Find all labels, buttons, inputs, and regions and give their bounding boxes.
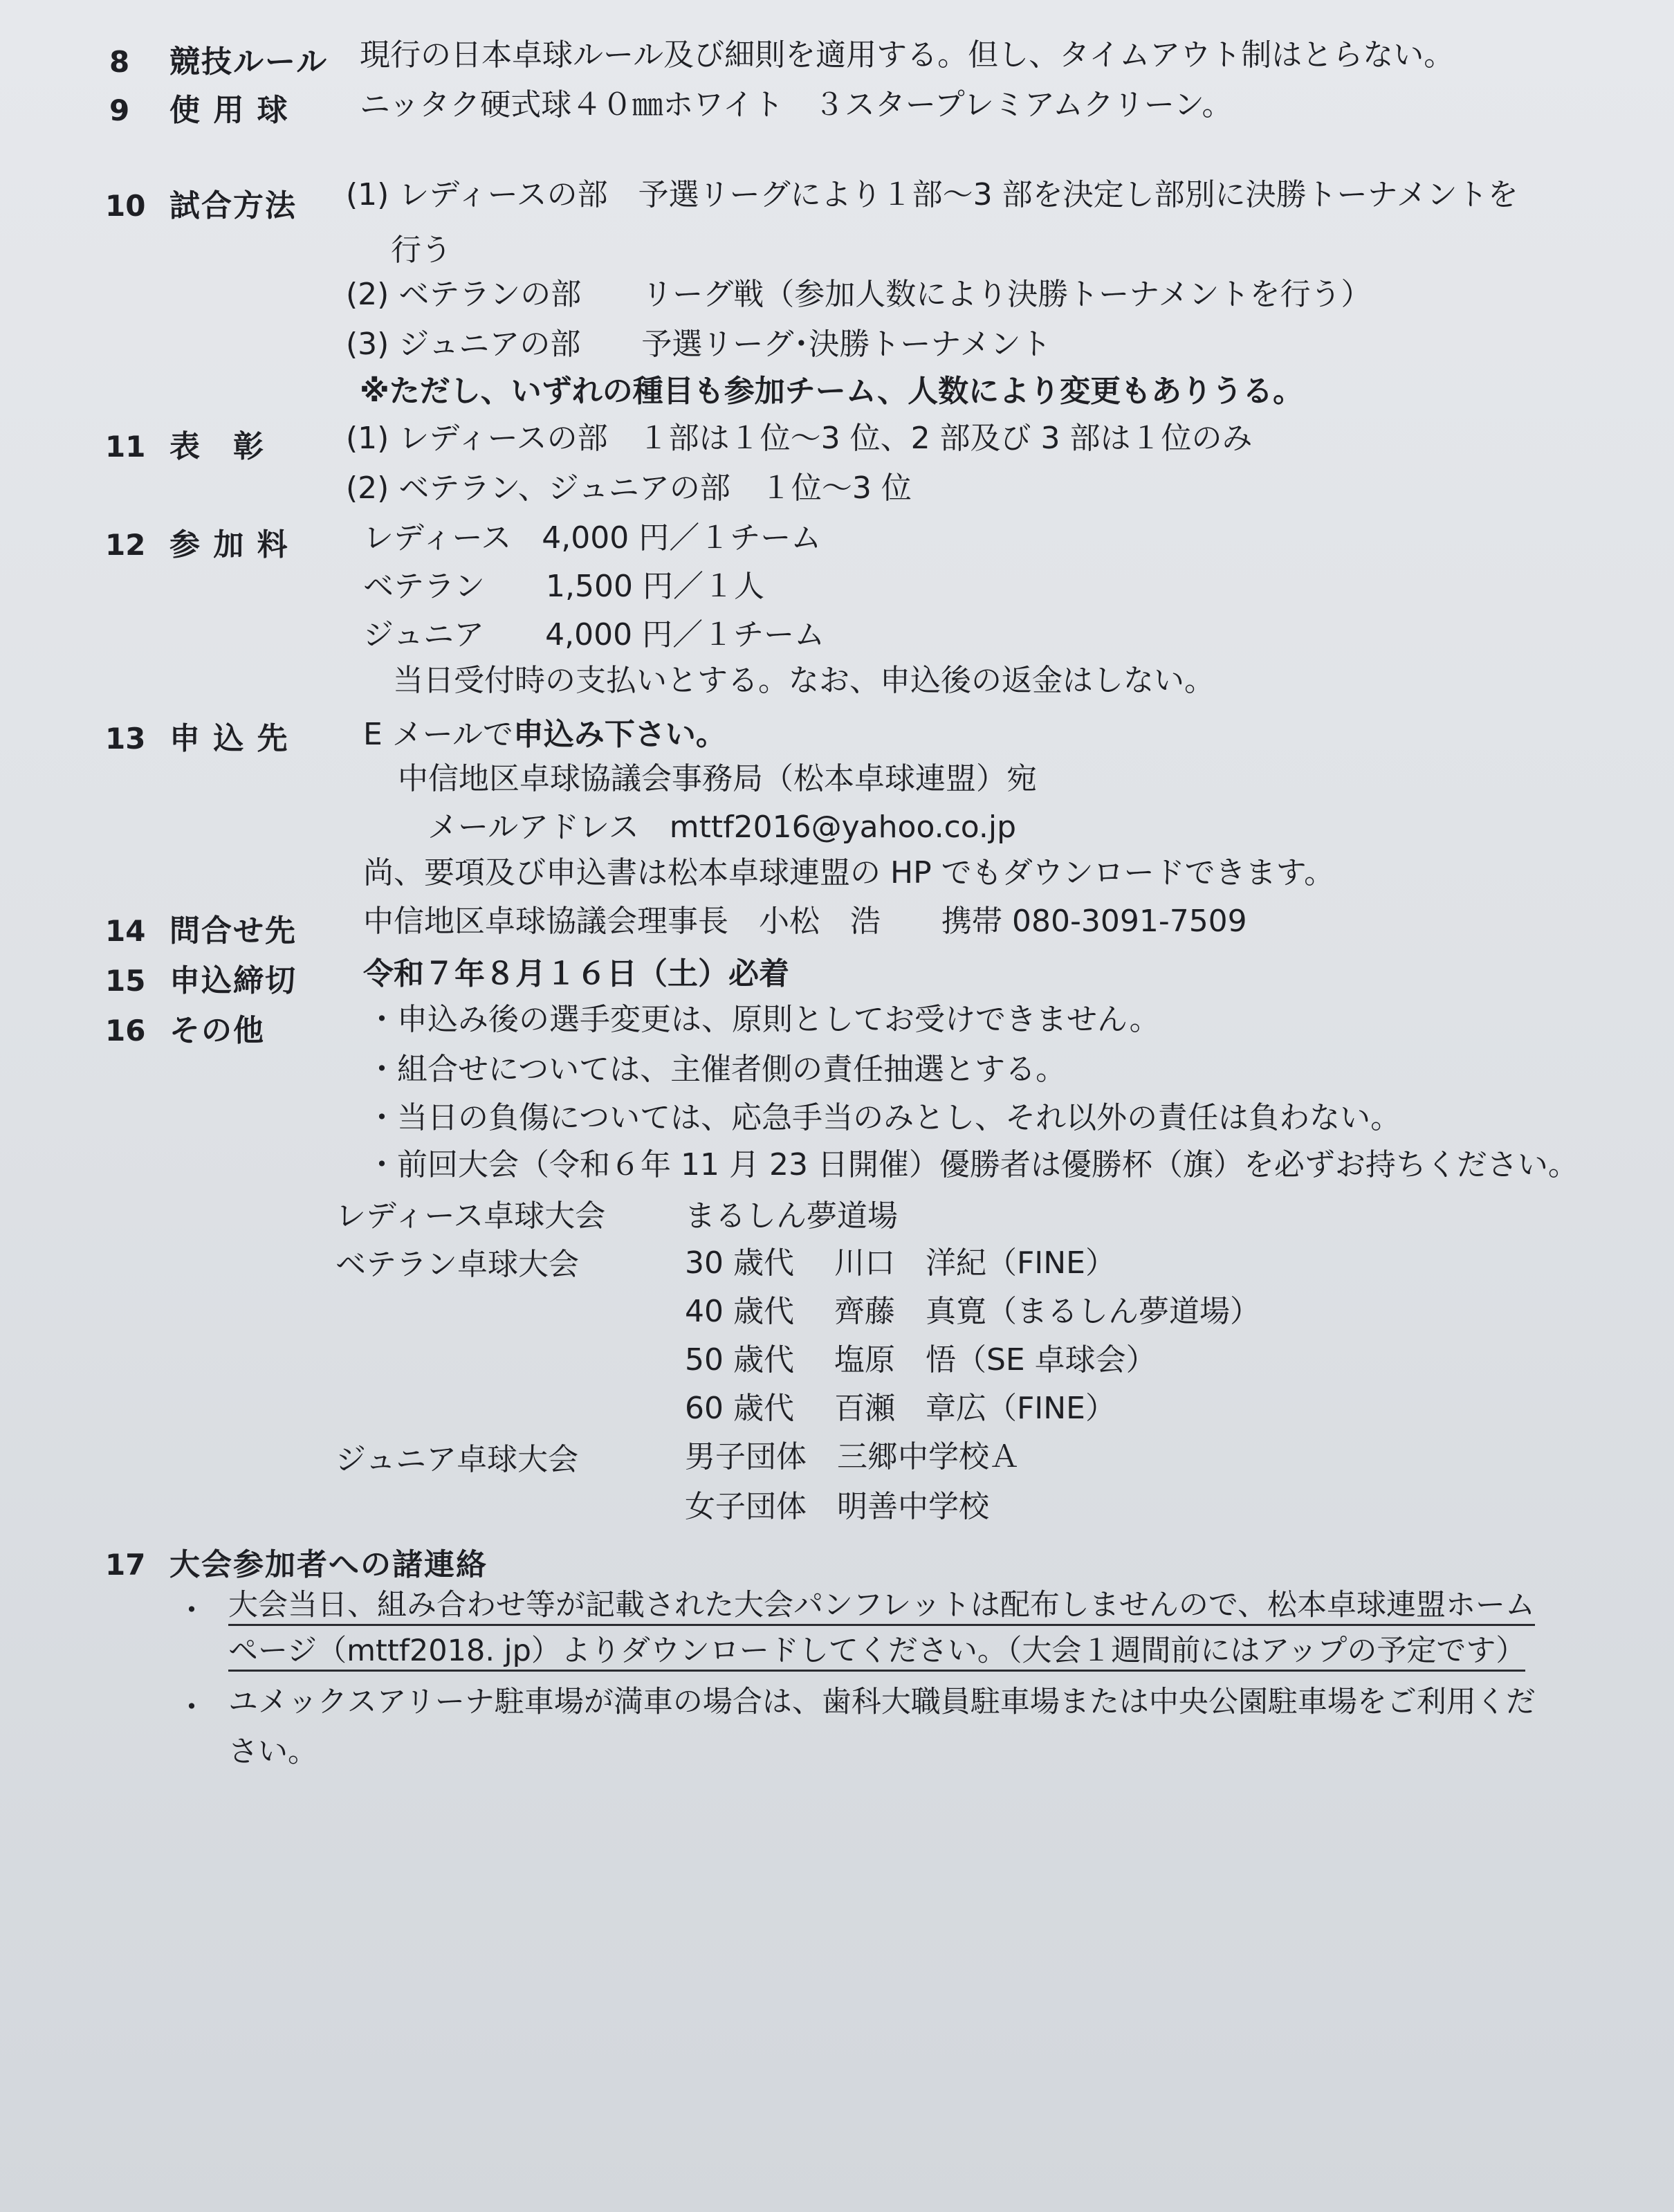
notice-text: ページ（mttf2018. jp）よりダウンロードしてください。（大会１週間前にはアップの予定です） [228,1631,1525,1670]
bullet-text: ・当日の負傷については、応急手当のみとし、それ以外の責任は負わない。 [367,1100,1401,1135]
section-text: 現行の日本卓球ルール及び細則を適用する。但し、タイムアウト制はとらない。 [360,37,1455,73]
section-number: 17 [105,1548,146,1582]
section-text: (2) ベテランの部 リーグ戦（参加人数により決勝トーナメントを行う） [346,277,1372,312]
section-note: ※ただし、いずれの種目も参加チーム、人数により変更もありうる。 [360,374,1304,409]
winner-category: ベテラン卓球大会 [335,1247,579,1282]
section-heading: 申込締切 [169,963,297,998]
section-number: 14 [105,914,146,948]
winner-name: 60 歳代 百瀬 章広（FINE） [685,1391,1116,1426]
bullet-text: ・組合せについては、主催者側の責任抽選とする。 [367,1052,1067,1087]
winner-category: レディース卓球大会 [335,1198,606,1234]
winner-name: まるしん夢道場 [685,1198,898,1234]
section-text [363,715,726,754]
section-heading: 問合せ先 [169,913,297,949]
section-heading: 大会参加者への諸連絡 [169,1547,488,1582]
winner-category: ジュニア卓球大会 [335,1442,579,1477]
section-heading: 使 用 球 [169,93,289,128]
section-heading: その他 [169,1013,265,1048]
section-number: 8 [109,45,130,79]
winner-name: 30 歳代 川口 洋紀（FINE） [685,1245,1116,1281]
section-number: 10 [105,189,146,223]
notice-text: 大会当日、組み合わせ等が記載された大会パンフレットは配布しませんので、松本卓球連盟ホーム [228,1586,1535,1625]
section-text: 中信地区卓球協議会事務局（松本卓球連盟）宛 [398,761,1037,796]
email-address: メールアドレス mttf2016@yahoo.co.jp [427,810,1017,845]
winner-name: 40 歳代 齊藤 真寛（まるしん夢道場） [685,1294,1260,1329]
section-text: ニッタク硬式球４０㎜ホワイト ３スタープレミアムクリーン。 [360,87,1233,122]
fee-row: ベテラン 1,500 円／１人 [363,569,764,604]
fee-row: レディース 4,000 円／１チーム [363,520,822,556]
section-number: 13 [105,722,146,756]
winner-name: 男子団体 三郷中学校Ａ [685,1439,1020,1474]
section-heading: 参 加 料 [169,527,289,563]
section-number: 9 [109,93,130,127]
bullet-text: ・申込み後の選手変更は、原則としてお受けできません。 [367,1002,1160,1037]
winner-name: 50 歳代 塩原 悟（SE 卓球会） [685,1342,1157,1378]
section-text: 中信地区卓球協議会理事長 小松 浩 携帯 080-3091-7509 [363,904,1247,939]
section-text: (1) レディースの部 １部は１位〜3 位、2 部及び 3 部は１位のみ [346,421,1253,456]
deadline-text: 令和７年８月１６日（土）必着 [363,956,789,991]
section-number: 12 [105,528,146,562]
notice-text: ユメックスアリーナ駐車場が満車の場合は、歯科大職員駐車場または中央公園駐車場をご利用くだ [228,1685,1536,1719]
fee-row: ジュニア 4,000 円／１チーム [363,617,825,652]
winner-name: 女子団体 明善中学校 [685,1489,989,1524]
section-number: 11 [105,430,146,464]
bullet-dot: ・ [176,1593,207,1628]
section-number: 15 [105,964,146,998]
section-text: 行う [391,232,452,268]
section-heading: 表 彰 [169,429,265,464]
notice-text: さい。 [228,1735,318,1769]
section-heading: 競技ルール [169,44,329,80]
bullet-text: ・前回大会（令和６年 11 月 23 日開催）優勝者は優勝杯（旗）を必ずお持ちください。 [367,1147,1579,1182]
section-number: 16 [105,1014,146,1048]
section-heading: 申 込 先 [169,721,289,756]
bullet-dot: ・ [176,1690,207,1725]
section-heading: 試合方法 [169,188,297,223]
section-text: (3) ジュニアの部 予選リーグ･決勝トーナメント [346,327,1051,362]
section-note: 当日受付時の支払いとする。なお、申込後の返金はしない。 [393,663,1215,698]
section-text: 尚、要項及び申込書は松本卓球連盟の HP でもダウンロードできます。 [363,855,1335,890]
section-text: (1) レディースの部 予選リーグにより１部〜3 部を決定し部別に決勝トーナメントを [346,177,1518,212]
email-call: 申込み下さい。 [513,717,726,752]
email-lead: E メールで [363,717,513,752]
section-text: (2) ベテラン、ジュニアの部 １位〜3 位 [346,470,912,506]
